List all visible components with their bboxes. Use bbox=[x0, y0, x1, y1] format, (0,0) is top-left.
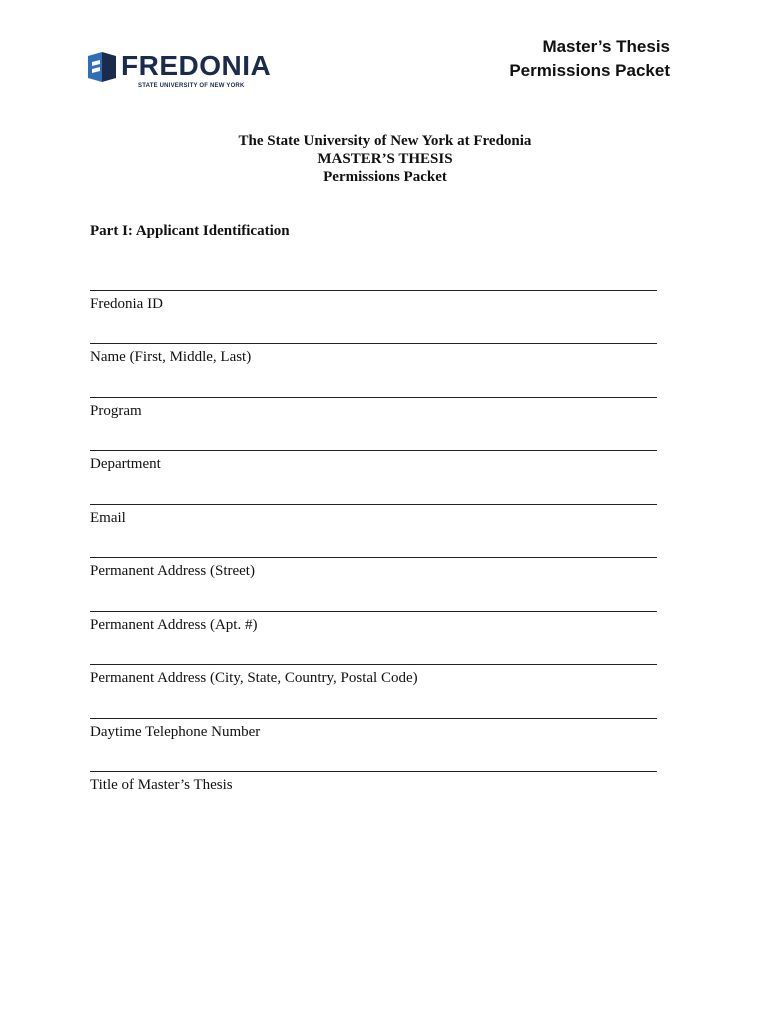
field-name bbox=[90, 343, 657, 366]
document-title bbox=[0, 132, 770, 186]
field-label: Email bbox=[90, 510, 126, 526]
field-address-city bbox=[90, 664, 657, 687]
field-address-street bbox=[90, 557, 657, 580]
logo-subtext: STATE UNIVERSITY OF NEW YORK bbox=[138, 83, 245, 89]
fill-line[interactable] bbox=[90, 450, 657, 451]
logo-wordmark: FREDONIA bbox=[121, 50, 272, 81]
fill-line[interactable] bbox=[90, 664, 657, 665]
part1-heading: Part I: Applicant Identification bbox=[90, 223, 290, 239]
fill-line[interactable] bbox=[90, 771, 657, 772]
fill-line[interactable] bbox=[90, 718, 657, 719]
corner-title bbox=[509, 35, 670, 83]
fill-line[interactable] bbox=[90, 290, 657, 291]
fill-line[interactable] bbox=[90, 504, 657, 505]
field-label: Permanent Address (Apt. #) bbox=[90, 617, 258, 633]
field-label: Department bbox=[90, 456, 161, 472]
field-label: Permanent Address (City, State, Country, Postal Code) bbox=[90, 670, 418, 686]
corner-title-line1: Master’s Thesis bbox=[542, 37, 670, 56]
field-fredonia-id bbox=[90, 290, 657, 313]
field-department bbox=[90, 450, 657, 473]
field-label: Name (First, Middle, Last) bbox=[90, 349, 252, 365]
document-title-line2: MASTER’S THESIS bbox=[317, 151, 453, 167]
field-address-apt bbox=[90, 611, 657, 634]
field-daytime-phone bbox=[90, 718, 657, 741]
field-label: Permanent Address (Street) bbox=[90, 563, 255, 579]
fill-line[interactable] bbox=[90, 343, 657, 344]
field-program bbox=[90, 397, 657, 420]
fill-line[interactable] bbox=[90, 397, 657, 398]
document-title-line3: Permissions Packet bbox=[323, 169, 447, 185]
document-title-line1: The State University of New York at Fredonia bbox=[238, 133, 532, 149]
fredonia-logo-mark-icon bbox=[88, 52, 116, 82]
field-label: Daytime Telephone Number bbox=[90, 724, 261, 740]
fill-line[interactable] bbox=[90, 557, 657, 558]
fredonia-logo bbox=[88, 50, 278, 92]
corner-title-line2: Permissions Packet bbox=[509, 61, 670, 80]
field-label: Program bbox=[90, 403, 142, 419]
fill-line[interactable] bbox=[90, 611, 657, 612]
field-label: Fredonia ID bbox=[90, 296, 163, 312]
field-email bbox=[90, 504, 657, 527]
field-thesis-title bbox=[90, 771, 657, 794]
field-label: Title of Master’s Thesis bbox=[90, 777, 233, 793]
